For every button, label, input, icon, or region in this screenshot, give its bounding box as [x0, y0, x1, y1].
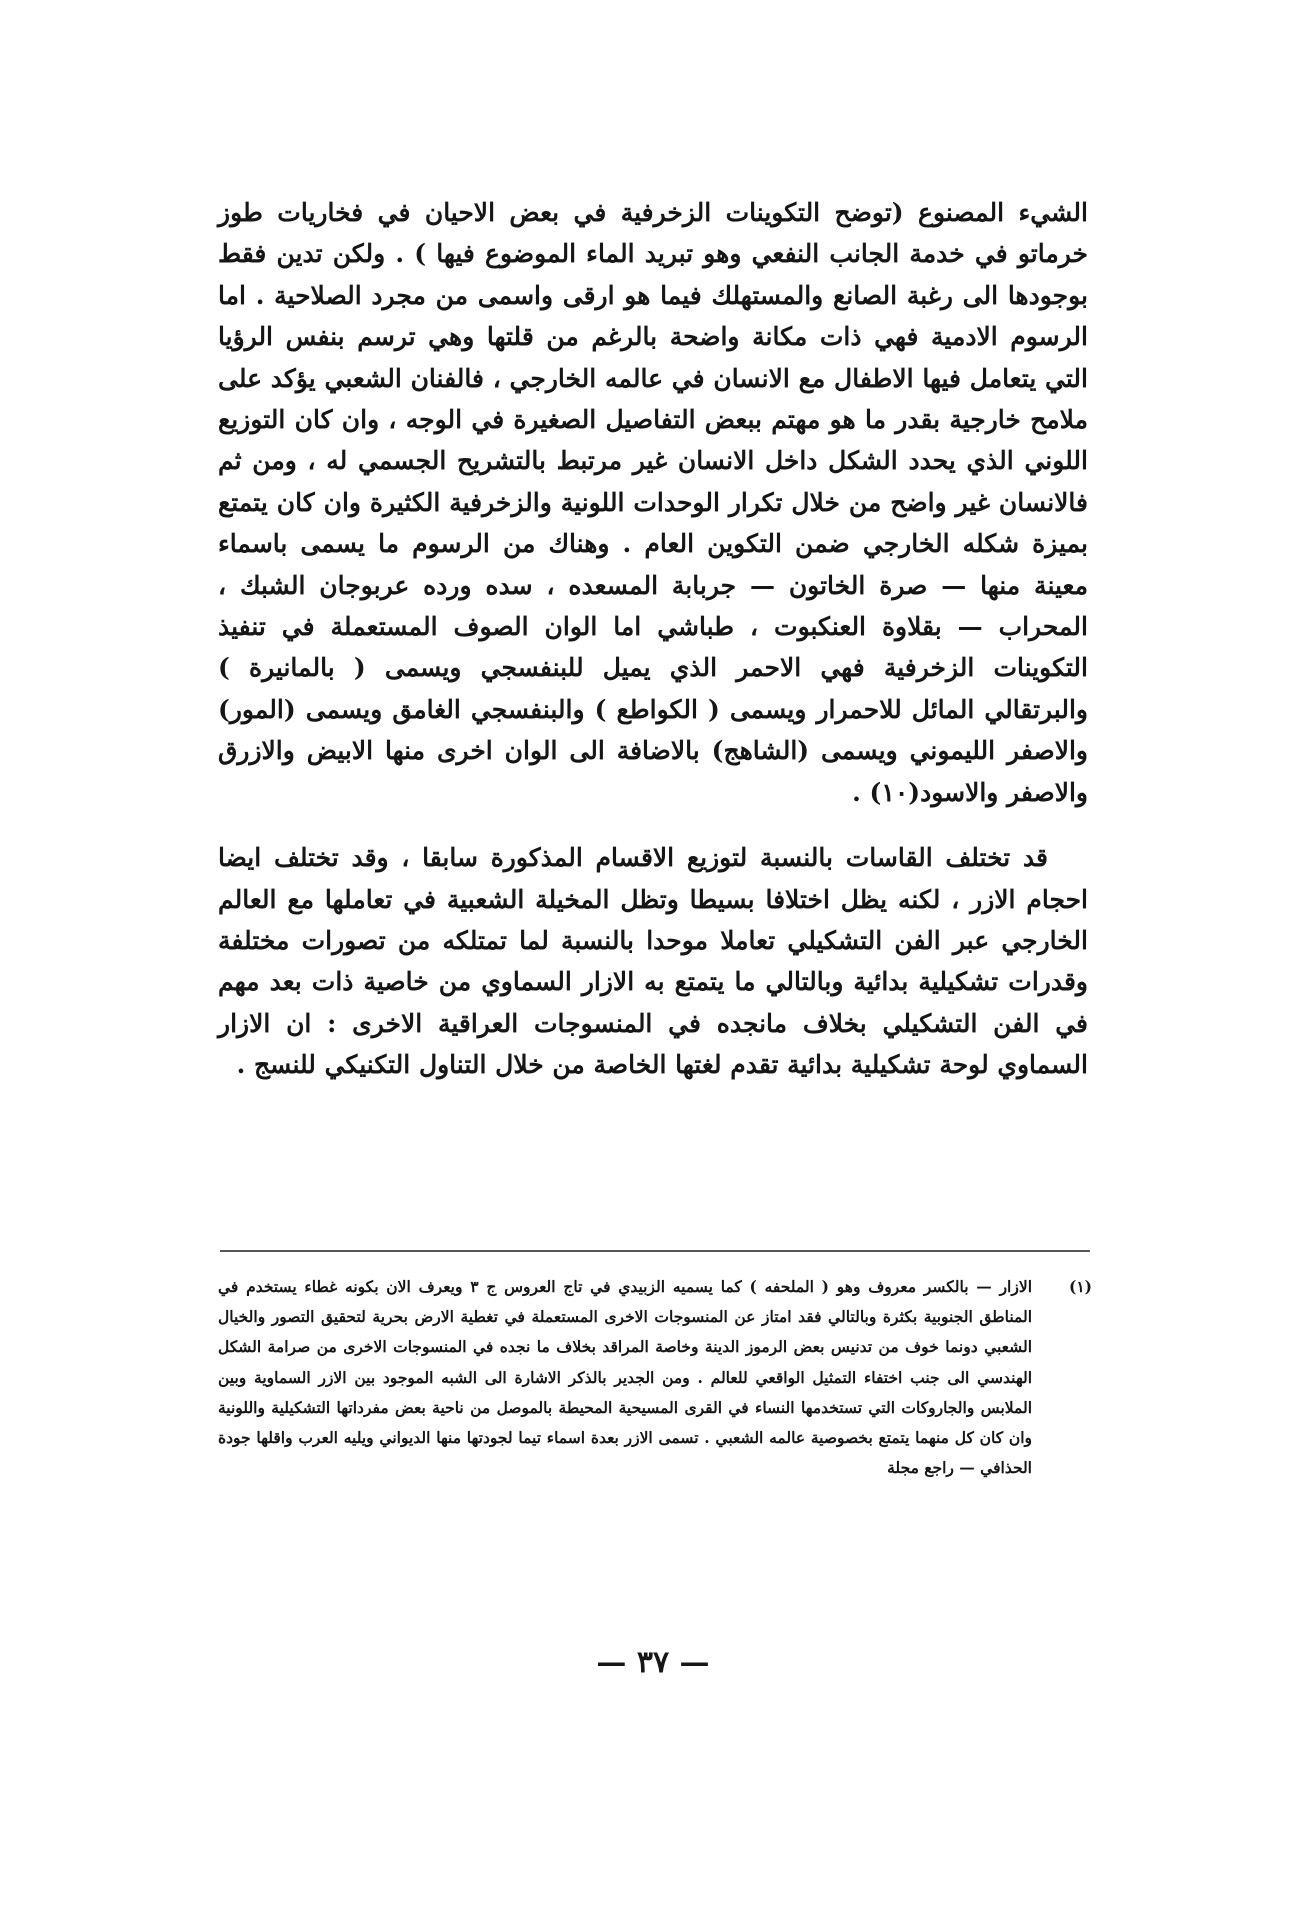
footnote-marker: (١)	[1068, 1277, 1092, 1296]
page-number: — ٣٧ —	[596, 1645, 710, 1680]
main-text	[218, 192, 1088, 1086]
footnote-text: الازار — بالكسر معروف وهو ( الملحفه ) كما يسميه الزبيدي في تاج العروس ج ٣ ويعرف الان بكونه غطاء يستخدم في المناطق الجنوبية بكثرة وبالتالي فقد امتاز عن المنسوجات الاخرى المستعملة في تغطية الارض بحرية لتحقيق التصور والخيال الشعبي دونما خوف من تدنيس بعض الرموز الدينة وخاصة المراقد بخلاف ما نجده في المنسوجات الاخرى من صرامة الشكل الهندسي الى جنب اختفاء التمثيل الواقعي للعالم . ومن الجدير بالذكر الاشارة الى الشبه الموجود بين الازر السماوية وبين الملابس والجاروكات التي تستخدمها النساء في القرى المسيحية المحيطة بالموصل من ناحية بعض مفرداتها التشكيلية واللونية وان كان كل منهما يتمتع بخصوصية عالمه الشعبي . تسمى الازر بعدة اسماء تيما لجودتها منها الديواني ويليه العرب واقلها جودة الحذافي — راجع مجلة	[218, 1277, 1032, 1478]
paragraph: قد تختلف القاسات بالنسبة لتوزيع الاقسام المذكورة سابقا ، وقد تختلف ايضا احجام الازر ، لكنه يظل اختلافا بسيطا وتظل المخيلة الشعبية في تعاملها مع العالم الخارجي عبر الفن التشكيلي تعاملا موحدا بالنسبة لما تمتلكه من تصورات مختلفة وقدرات تشكيلية بدائية وبالتالي ما يتمتع به الازار السماوي من خاصية ذات بعد مهم في الفن التشكيلي بخلاف مانجده في المنسوجات العراقية الاخرى : ان الازار السماوي لوحة تشكيلية بدائية تقدم لغتها الخاصة من خلال التناول التكنيكي للنسج .	[218, 843, 1088, 1080]
footnote-divider	[220, 1250, 1090, 1252]
footnote	[218, 1272, 1092, 1483]
paragraph: الشيء المصنوع (توضح التكوينات الزخرفية في بعض الاحيان في فخاريات طوز خرماتو في خدمة الجانب النفعي وهو تبريد الماء الموضوع فيها ) . ولكن تدين فقط بوجودها الى رغبة الصانع والمستهلك فيما هو ارقى واسمى من مجرد الصلاحية . اما الرسوم الادمية فهي ذات مكانة واضحة بالرغم من قلتها وهي ترسم بنفس الرؤيا التي يتعامل فيها الاطفال مع الانسان في عالمه الخارجي ، فالفنان الشعبي يؤكد على ملامح خارجية بقدر ما هو مهتم ببعض التفاصيل الصغيرة في الوجه ، وان كان التوزيع اللوني الذي يحدد الشكل داخل الانسان غير مرتبط بالتشريح الجسمي له ، ومن ثم فالانسان غير واضح من خلال تكرار الوحدات اللونية والزخرفية الكثيرة وان كان يتمتع بميزة شكله الخارجي ضمن التكوين العام . وهناك من الرسوم ما يسمى باسماء معينة منها — صرة الخاتون — جربابة المسعده ، سده ورده عربوجان الشبك ، المحراب — بقلاوة العنكبوت ، طباشي اما الوان الصوف المستعملة في تنفيذ التكوينات الزخرفية فهي الاحمر الذي يميل للبنفسجي ويسمى ( بالمانيرة ) والبرتقالي المائل للاحمرار ويسمى ( الكواطع ) والبنفسجي الغامق ويسمى (المور) والاصفر الليموني ويسمى (الشاهج) بالاضافة الى الوان اخرى منها الابيض والازرق والاصفر والاسود(١٠) .	[218, 198, 1088, 807]
